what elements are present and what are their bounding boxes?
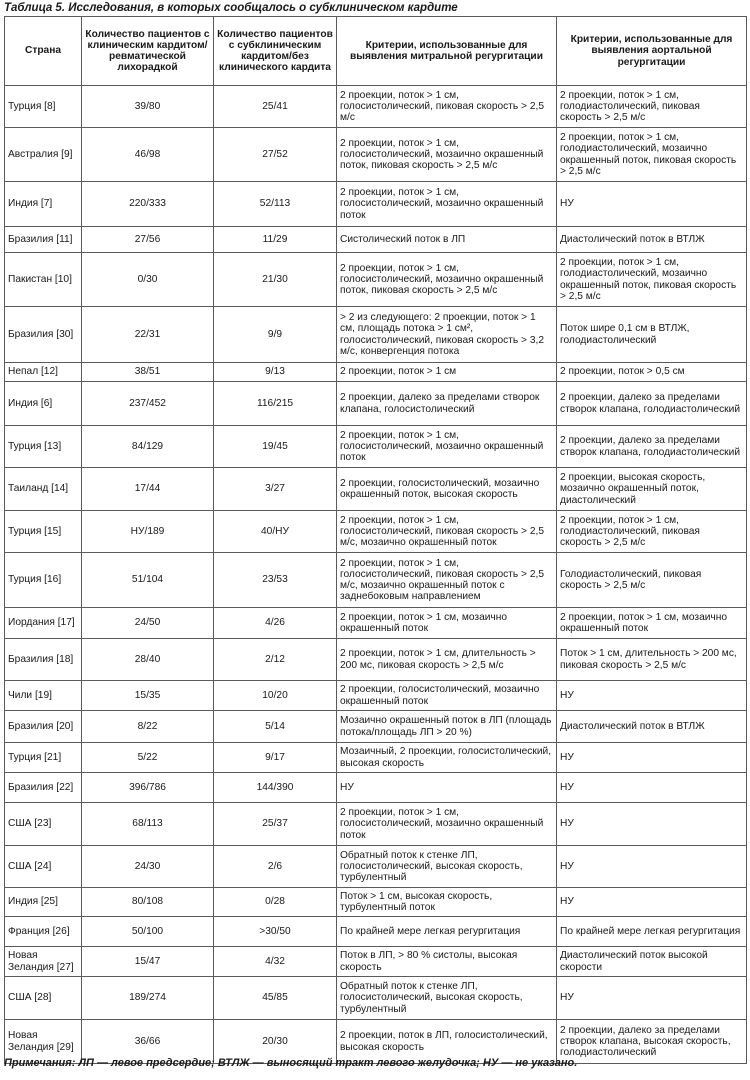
cell-rheumatic: 46/98 bbox=[82, 128, 214, 182]
cell-country: Франция [26] bbox=[5, 917, 82, 947]
header-mitral: Критерии, использованные для выявления митральной регургитации bbox=[337, 17, 557, 86]
cell-rheumatic: 15/35 bbox=[82, 681, 214, 711]
cell-aortic: 2 проекции, далеко за пределами створок клапана, высокая скорость, голодиастолический bbox=[557, 1020, 747, 1064]
cell-rheumatic: 396/786 bbox=[82, 773, 214, 803]
cell-country: Чили [19] bbox=[5, 681, 82, 711]
cell-mitral: 2 проекции, поток > 1 см bbox=[337, 363, 557, 382]
cell-aortic: НУ bbox=[557, 773, 747, 803]
cell-mitral: 2 проекции, поток > 1 см, голосистолический, пиковая скорость > 2,5 м/с, мозаично окрашенный поток с заднебоковым направлением bbox=[337, 553, 557, 608]
cell-subclinical: 9/13 bbox=[214, 363, 337, 382]
cell-rheumatic: 15/47 bbox=[82, 947, 214, 977]
cell-mitral: 2 проекции, поток > 1 см, голосистолический, мозаично окрашенный поток, пиковая скорость > 2,5 м/с bbox=[337, 253, 557, 307]
cell-mitral: 2 проекции, поток в ЛП, голосистолический, высокая скорость bbox=[337, 1020, 557, 1064]
cell-subclinical: 2/6 bbox=[214, 846, 337, 888]
header-rheumatic: Количество пациентов с клиническим кардитом/ревматической лихорадкой bbox=[82, 17, 214, 86]
cell-rheumatic: 8/22 bbox=[82, 711, 214, 743]
cell-country: Турция [16] bbox=[5, 553, 82, 608]
cell-country: Бразилия [22] bbox=[5, 773, 82, 803]
cell-aortic: 2 проекции, поток > 1 см, голодиастолический, мозаично окрашенный поток, пиковая скорость > 2,5 м/с bbox=[557, 253, 747, 307]
cell-rheumatic: 80/108 bbox=[82, 888, 214, 917]
cell-mitral: 2 проекции, голосистолический, мозаично окрашенный поток bbox=[337, 681, 557, 711]
cell-country: США [28] bbox=[5, 977, 82, 1020]
cell-rheumatic: 36/66 bbox=[82, 1020, 214, 1064]
cell-subclinical: 4/32 bbox=[214, 947, 337, 977]
cell-subclinical: 25/41 bbox=[214, 86, 337, 128]
cell-subclinical: 9/9 bbox=[214, 307, 337, 363]
cell-aortic: 2 проекции, поток > 1 см, голодиастолический, мозаично окрашенный поток, пиковая скорость > 2,5 м/с bbox=[557, 128, 747, 182]
cell-mitral: Поток > 1 см, высокая скорость, турбулентный поток bbox=[337, 888, 557, 917]
cell-aortic: Диастолический поток в ВТЛЖ bbox=[557, 227, 747, 253]
cell-country: Иордания [17] bbox=[5, 608, 82, 639]
cell-mitral: 2 проекции, поток > 1 см, голосистолический, мозаично окрашенный поток, пиковая скорость > 2,5 м/с bbox=[337, 128, 557, 182]
table-row bbox=[5, 803, 747, 846]
cell-mitral: 2 проекции, поток > 1 см, голосистолический, пиковая скорость > 2,5 м/с, мозаично окрашенный поток bbox=[337, 511, 557, 553]
cell-country: США [23] bbox=[5, 803, 82, 846]
cell-country: Бразилия [11] bbox=[5, 227, 82, 253]
cell-subclinical: 11/29 bbox=[214, 227, 337, 253]
table-row bbox=[5, 182, 747, 227]
cell-country: Бразилия [30] bbox=[5, 307, 82, 363]
cell-subclinical: 21/30 bbox=[214, 253, 337, 307]
cell-subclinical: 2/12 bbox=[214, 639, 337, 681]
table-row bbox=[5, 888, 747, 917]
cell-mitral: Поток в ЛП, > 80 % систолы, высокая скорость bbox=[337, 947, 557, 977]
cell-subclinical: 52/113 bbox=[214, 182, 337, 227]
table-row bbox=[5, 227, 747, 253]
table-row bbox=[5, 947, 747, 977]
table-row bbox=[5, 681, 747, 711]
cell-aortic: Диастолический поток высокой скорости bbox=[557, 947, 747, 977]
cell-country: Турция [21] bbox=[5, 743, 82, 773]
cell-mitral: Мозаичный, 2 проекции, голосистолический, высокая скорость bbox=[337, 743, 557, 773]
cell-aortic: По крайней мере легкая регургитация bbox=[557, 917, 747, 947]
cell-subclinical: 23/53 bbox=[214, 553, 337, 608]
cell-aortic: НУ bbox=[557, 888, 747, 917]
table-row bbox=[5, 917, 747, 947]
table-row bbox=[5, 743, 747, 773]
cell-rheumatic: 237/452 bbox=[82, 382, 214, 426]
table-row bbox=[5, 977, 747, 1020]
cell-aortic: Диастолический поток в ВТЛЖ bbox=[557, 711, 747, 743]
cell-subclinical: 45/85 bbox=[214, 977, 337, 1020]
cell-country: Индия [7] bbox=[5, 182, 82, 227]
table-row bbox=[5, 426, 747, 468]
cell-country: Турция [13] bbox=[5, 426, 82, 468]
cell-country: США [24] bbox=[5, 846, 82, 888]
cell-subclinical: 20/30 bbox=[214, 1020, 337, 1064]
cell-rheumatic: 22/31 bbox=[82, 307, 214, 363]
cell-mitral: Обратный поток к стенке ЛП, голосистолический, высокая скорость, турбулентный bbox=[337, 846, 557, 888]
table-footnote: Примечания: ЛП — левое предсердие; ВТЛЖ — выносящий тракт левого желудочка; НУ — не указано. bbox=[4, 1057, 578, 1069]
cell-rheumatic: 38/51 bbox=[82, 363, 214, 382]
cell-country: Бразилия [18] bbox=[5, 639, 82, 681]
cell-mitral: 2 проекции, поток > 1 см, длительность > 200 мс, пиковая скорость > 2,5 м/с bbox=[337, 639, 557, 681]
table-row bbox=[5, 363, 747, 382]
cell-rheumatic: 24/50 bbox=[82, 608, 214, 639]
table-row bbox=[5, 711, 747, 743]
header-subclinical: Количество пациентов с субклиническим кардитом/без клинического кардита bbox=[214, 17, 337, 86]
table-row bbox=[5, 639, 747, 681]
cell-country: Индия [6] bbox=[5, 382, 82, 426]
cell-aortic: НУ bbox=[557, 182, 747, 227]
cell-mitral: По крайней мере легкая регургитация bbox=[337, 917, 557, 947]
cell-subclinical: 19/45 bbox=[214, 426, 337, 468]
cell-mitral: 2 проекции, поток > 1 см, мозаично окрашенный поток bbox=[337, 608, 557, 639]
cell-aortic: НУ bbox=[557, 681, 747, 711]
cell-aortic: 2 проекции, поток > 0,5 см bbox=[557, 363, 747, 382]
table-row bbox=[5, 468, 747, 511]
cell-aortic: Поток > 1 см, длительность > 200 мс, пиковая скорость > 2,5 м/с bbox=[557, 639, 747, 681]
cell-mitral: > 2 из следующего: 2 проекции, поток > 1 см, площадь потока > 1 см², голосистолический, пиковая скорость > 3,2 м/с, конвергенция потока bbox=[337, 307, 557, 363]
cell-subclinical: 116/215 bbox=[214, 382, 337, 426]
cell-mitral: 2 проекции, поток > 1 см, голосистолический, пиковая скорость > 2,5 м/с bbox=[337, 86, 557, 128]
cell-rheumatic: 50/100 bbox=[82, 917, 214, 947]
cell-rheumatic: 189/274 bbox=[82, 977, 214, 1020]
cell-subclinical: 27/52 bbox=[214, 128, 337, 182]
cell-country: Новая Зеландия [29] bbox=[5, 1020, 82, 1064]
table-header-row bbox=[5, 17, 747, 86]
cell-country: Турция [8] bbox=[5, 86, 82, 128]
cell-aortic: 2 проекции, поток > 1 см, голодиастолический, пиковая скорость > 2,5 м/с bbox=[557, 86, 747, 128]
cell-aortic: НУ bbox=[557, 803, 747, 846]
cell-aortic: НУ bbox=[557, 977, 747, 1020]
cell-subclinical: 40/НУ bbox=[214, 511, 337, 553]
cell-aortic: Поток шире 0,1 см в ВТЛЖ, голодиастолический bbox=[557, 307, 747, 363]
table-row bbox=[5, 773, 747, 803]
header-aortic: Критерии, использованные для выявления аортальной регургитации bbox=[557, 17, 747, 86]
cell-country: Пакистан [10] bbox=[5, 253, 82, 307]
cell-rheumatic: 0/30 bbox=[82, 253, 214, 307]
cell-aortic: 2 проекции, поток > 1 см, мозаично окрашенный поток bbox=[557, 608, 747, 639]
header-country: Страна bbox=[5, 17, 82, 86]
cell-aortic: 2 проекции, поток > 1 см, голодиастолический, пиковая скорость > 2,5 м/с bbox=[557, 511, 747, 553]
cell-rheumatic: 5/22 bbox=[82, 743, 214, 773]
cell-subclinical: 144/390 bbox=[214, 773, 337, 803]
cell-subclinical: 0/28 bbox=[214, 888, 337, 917]
cell-mitral: 2 проекции, голосистолический, мозаично окрашенный поток, высокая скорость bbox=[337, 468, 557, 511]
table-row bbox=[5, 846, 747, 888]
cell-aortic: 2 проекции, далеко за пределами створок клапана, голодиастолический bbox=[557, 426, 747, 468]
cell-rheumatic: 39/80 bbox=[82, 86, 214, 128]
cell-subclinical: 5/14 bbox=[214, 711, 337, 743]
table-caption: Таблица 5. Исследования, в которых сообщалось о субклиническом кардите bbox=[4, 2, 458, 14]
table-row bbox=[5, 307, 747, 363]
table-row bbox=[5, 128, 747, 182]
cell-subclinical: 9/17 bbox=[214, 743, 337, 773]
cell-rheumatic: 84/129 bbox=[82, 426, 214, 468]
cell-mitral: Мозаично окрашенный поток в ЛП (площадь потока/площадь ЛП > 20 %) bbox=[337, 711, 557, 743]
cell-subclinical: 25/37 bbox=[214, 803, 337, 846]
table-row bbox=[5, 608, 747, 639]
cell-country: Турция [15] bbox=[5, 511, 82, 553]
cell-country: Австралия [9] bbox=[5, 128, 82, 182]
cell-aortic: 2 проекции, далеко за пределами створок клапана, голодиастолический bbox=[557, 382, 747, 426]
cell-rheumatic: 28/40 bbox=[82, 639, 214, 681]
cell-mitral: Систолический поток в ЛП bbox=[337, 227, 557, 253]
cell-subclinical: 10/20 bbox=[214, 681, 337, 711]
cell-subclinical: 3/27 bbox=[214, 468, 337, 511]
table-row bbox=[5, 253, 747, 307]
table-row bbox=[5, 382, 747, 426]
cell-rheumatic: 24/30 bbox=[82, 846, 214, 888]
cell-mitral: 2 проекции, далеко за пределами створок клапана, голосистолический bbox=[337, 382, 557, 426]
table-row bbox=[5, 511, 747, 553]
cell-country: Непал [12] bbox=[5, 363, 82, 382]
table-row bbox=[5, 553, 747, 608]
cell-country: Новая Зеландия [27] bbox=[5, 947, 82, 977]
cell-mitral: 2 проекции, поток > 1 см, голосистолический, мозаично окрашенный поток bbox=[337, 803, 557, 846]
cell-aortic: НУ bbox=[557, 743, 747, 773]
cell-subclinical: 4/26 bbox=[214, 608, 337, 639]
cell-subclinical: >30/50 bbox=[214, 917, 337, 947]
cell-mitral: 2 проекции, поток > 1 см, голосистолический, мозаично окрашенный поток bbox=[337, 426, 557, 468]
studies-table bbox=[4, 16, 747, 1064]
cell-country: Таиланд [14] bbox=[5, 468, 82, 511]
cell-rheumatic: НУ/189 bbox=[82, 511, 214, 553]
cell-aortic: НУ bbox=[557, 846, 747, 888]
cell-rheumatic: 220/333 bbox=[82, 182, 214, 227]
cell-rheumatic: 68/113 bbox=[82, 803, 214, 846]
cell-country: Индия [25] bbox=[5, 888, 82, 917]
cell-mitral: Обратный поток к стенке ЛП, голосистолический, высокая скорость, турбулентный bbox=[337, 977, 557, 1020]
cell-rheumatic: 27/56 bbox=[82, 227, 214, 253]
table-row bbox=[5, 86, 747, 128]
cell-rheumatic: 51/104 bbox=[82, 553, 214, 608]
cell-aortic: 2 проекции, высокая скорость, мозаично окрашенный поток, диастолический bbox=[557, 468, 747, 511]
cell-rheumatic: 17/44 bbox=[82, 468, 214, 511]
cell-country: Бразилия [20] bbox=[5, 711, 82, 743]
cell-mitral: 2 проекции, поток > 1 см, голосистолический, мозаично окрашенный поток bbox=[337, 182, 557, 227]
cell-mitral: НУ bbox=[337, 773, 557, 803]
cell-aortic: Голодиастолический, пиковая скорость > 2,5 м/с bbox=[557, 553, 747, 608]
